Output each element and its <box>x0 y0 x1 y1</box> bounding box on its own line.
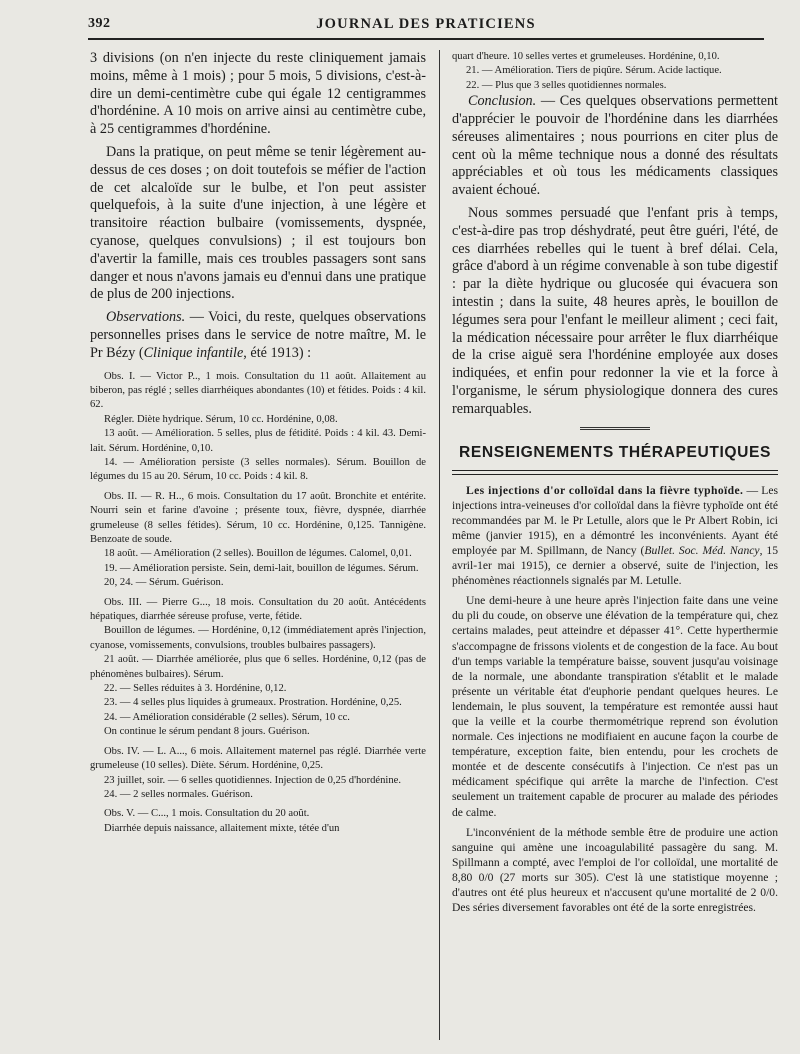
observations-list <box>90 370 426 837</box>
article-text-1: — Les injections intra-veineuses d'or colloïdal dans la fièvre typhoïde ont été recommandées par M. le Pr Letulle, alors que le Pr Albert Robin, ici même (janvier 1915), en a démontré les inconvénients. Ayant été employée par M. Spillmann, de Nancy ( <box>452 483 778 557</box>
column-divider <box>439 50 440 1040</box>
paragraph-doses: 3 divisions (on n'en injecte du reste cliniquement jamais moins, même à 1 mois) ; pour 5 mois, 5 divisions, c'est-à-dire un demi-centimètre cube qui égale 12 centigrammes d'hordénine. A 10 mois on arrive ainsi au centimètre cube, à 25 centigrammes d'hordénine. <box>90 50 426 138</box>
obs-2: Obs. II. — R. H.., 6 mois. Consultation du 17 août. Bronchite et entérite. Nourri sein et farine d'avoine ; présente toux, fièvre, dyspnée, diarrhée grumeleuse (8 selles fétides). Sérum, 10 cc. Hordénine, 0,125. Tannigène. Benzoate de soude. <box>90 490 426 546</box>
article-citation: Bullet. Soc. Méd. Nancy <box>644 543 760 557</box>
paragraph-inconvenient: L'inconvénient de la méthode semble être de produire une action sanguine qui amène une incoagulabilité passagère du sang. M. Spillmann a compté, avec l'emploi de l'or colloïdal, une mortalité de 8,80 0/0 (27 morts sur 305). C'est là une statistique moyenne ; d'autres ont été plus heureux et n'accusent qu'une mortalité de 2 0/0. Des séries diversement favorables ont été de la sorte enregistrées. <box>452 825 778 915</box>
paragraph-observations <box>90 309 426 362</box>
paragraph-temperature: Une demi-heure à une heure après l'injection faite dans une veine du pli du coude, on observe une élévation de la température qui, chez certains malades, peut atteindre et dépasser 41°. Cette hyperthermie s'accompagne de frissons violents et de congestion de la face. Au bout d'un temps variable la température baisse, souvent jusqu'au voisinage de la normale, une abondante transpiration s'établit et le malade présente un véritable état d'euphorie pendant quelques heures. Le lendemain, le plus souvent, la température est remontée aussi haut que la veille et la courbe thermométrique reprend son évolution normale. Ces injections ne modifiaient en aucune façon la courbe de température, exception faite, bien entendu, pour les crochets de montée et de descente consécutifs à l'injection. Ce n'est pas un médicament spécifique qui arrête la marche de l'infection. C'est seulement un traitement capable de procurer au malade des périodes de calme. <box>452 594 778 819</box>
obs-5: Obs. V. — C..., 1 mois. Consultation du 20 août. <box>104 808 310 820</box>
article-text-2: , 15 avril-1er mai 1915), ce dernier a observé, suite de l'injection, les phénomènes réactionnels signalés par M. Letulle. <box>452 543 778 588</box>
obs-4: Obs. IV. — L. A..., 6 mois. Allaitement maternel pas réglé. Diarrhée verte grumeleuse (10 selles). Diète. Sérum. Hordénine, 0,25. <box>90 745 426 772</box>
right-column <box>452 50 778 915</box>
conclusion-text: — Ces quelques observations permettent d'apprécier le pouvoir de l'hordénine dans les diarrhées séreuses alimentaires ; nous pourrions en citer plus de cent où la même technique nous a donné des résultats appréciables et où tous les médicaments classiques avaient échoué. <box>452 93 778 199</box>
obs-3: Obs. III. — Pierre G..., 18 mois. Consultation du 20 août. Antécédents hépatiques, diarrhée séreuse profuse, verte, fétide. <box>90 596 426 623</box>
paragraph-persuaded: Nous sommes persuadé que l'enfant pris à temps, c'est-à-dire pas trop déshydraté, peut être guéri, l'été, de ces diarrhées rebelles qui le tuent à bref délai. Cela, grâce d'abord à un régime convenable à son tube digestif : par la diète hydrique ou glucosée qui évacuera son intestin ; dans la suite, 48 heures après, le bouillon de légumes sera pour l'enfant le meilleur aliment ; ceci fait, la médication nécessaire pour arrêter le flux diarrhéique de la crise aiguë sera l'hordénine employée aux doses indiquées, et enfin pour redonner la vie et la force à l'organisme, le sérum physiologique donnera des cures remarquables. <box>452 205 778 417</box>
obs-3-treatment: Bouillon de légumes. — Hordénine, 0,12 (immédiatement après l'injection, cyanose, vomissements, convulsions, troubles bulbaires passagers). <box>90 625 426 651</box>
obs-1-treatment: Régler. Diète hydrique. Sérum, 10 cc. Hordénine, 0,08. <box>104 413 338 425</box>
obs-4-day-24: 24. — 2 selles normales. Guérison. <box>104 788 253 800</box>
obs-3-day-21: 21 août. — Diarrhée améliorée, plus que 6 selles. Hordénine, 0,12 (pas de phénomènes bulbaires). Sérum. <box>90 654 426 680</box>
paragraph-conclusion <box>452 93 778 200</box>
obs-2-day-19: 19. — Amélioration persiste. Sein, demi-lait, bouillon de légumes. Sérum. <box>104 562 419 574</box>
observations-text: — Voici, du reste, quelques observations personnelles prises dans le service de notre maître, M. le Pr Bézy ( <box>90 309 426 361</box>
journal-title: JOURNAL DES PRATICIENS <box>316 16 536 32</box>
paragraph-pratique: Dans la pratique, on peut même se tenir légèrement au-dessus de ces doses ; on doit toutefois se méfier de l'action de cet alcaloïde sur le bulbe, et l'on peut assister quelquefois, à la suite d'une injection, à une légère et transitoire réaction bulbaire (vomissements, dyspnée, cyanose, quelques convulsions) ; il est toujours bon d'avertir la famille, mais ces troubles passagers sont sans danger et nous n'avons jamais eu d'ennui dans une pratique de plus de 200 injections. <box>90 143 426 303</box>
obs-5-day-21: 21. — Amélioration. Tiers de piqûre. Sérum. Acide lactique. <box>466 65 722 77</box>
obs-5-day-22: 22. — Plus que 3 selles quotidiennes normales. <box>466 79 667 91</box>
obs-2-day-20: 20, 24. — Sérum. Guérison. <box>104 577 224 589</box>
heading-underline <box>452 471 778 475</box>
obs-1-day-14: 14. — Amélioration persiste (3 selles normales). Sérum. Bouillon de légumes du 15 au 20. Sérum, 10 cc. Poids : 4 kil. 8. <box>90 456 426 483</box>
article-subtitle: Les injections d'or colloïdal dans la fièvre typhoïde. <box>466 483 744 497</box>
obs-2-day-18: 18 août. — Amélioration (2 selles). Bouillon de légumes. Calomel, 0,01. <box>104 548 412 560</box>
observations-label: Observations. <box>106 309 186 326</box>
paragraph-or-colloidal <box>452 483 778 589</box>
obs-4-day-23: 23 juillet, soir. — 6 selles quotidiennes. Injection de 0,25 d'hordénine. <box>104 774 402 786</box>
conclusion-label: Conclusion. <box>468 93 537 110</box>
obs-3-day-22: 22. — Selles réduites à 3. Hordénine, 0,12. <box>104 683 287 695</box>
obs-1: Obs. I. — Victor P.., 1 mois. Consultation du 11 août. Allaitement au biberon, pas réglé ; selles diarrhéiques abondantes (10) et fétides. Poids : 4 kil. 62. <box>90 370 426 411</box>
obs-5-continued: quart d'heure. 10 selles vertes et grumeleuses. Hordénine, 0,10. <box>452 51 720 62</box>
section-heading: RENSEIGNEMENTS THÉRAPEUTIQUES <box>452 444 778 471</box>
running-head <box>88 12 764 40</box>
page-number: 392 <box>88 16 111 31</box>
obs-3-day-24: 24. — Amélioration considérable (2 selles). Sérum, 10 cc. <box>104 711 350 723</box>
obs-1-day-13: 13 août. — Amélioration. 5 selles, plus de fétidité. Poids : 4 kil. 43. Demi-lait. Sérum. Hordénine, 0,10. <box>90 428 426 454</box>
section-ornament-rule <box>580 427 650 430</box>
observations-end: , été 1913) : <box>243 344 312 361</box>
obs-3-outcome: On continue le sérum pendant 8 jours. Guérison. <box>104 726 310 738</box>
obs-3-day-23: 23. — 4 selles plus liquides à grumeaux. Prostration. Hordénine, 0,25. <box>104 697 402 709</box>
left-column <box>90 50 426 836</box>
obs-5-history: Diarrhée depuis naissance, allaitement mixte, tétée d'un <box>104 822 340 834</box>
observations-clinic: Clinique infantile <box>143 344 244 361</box>
